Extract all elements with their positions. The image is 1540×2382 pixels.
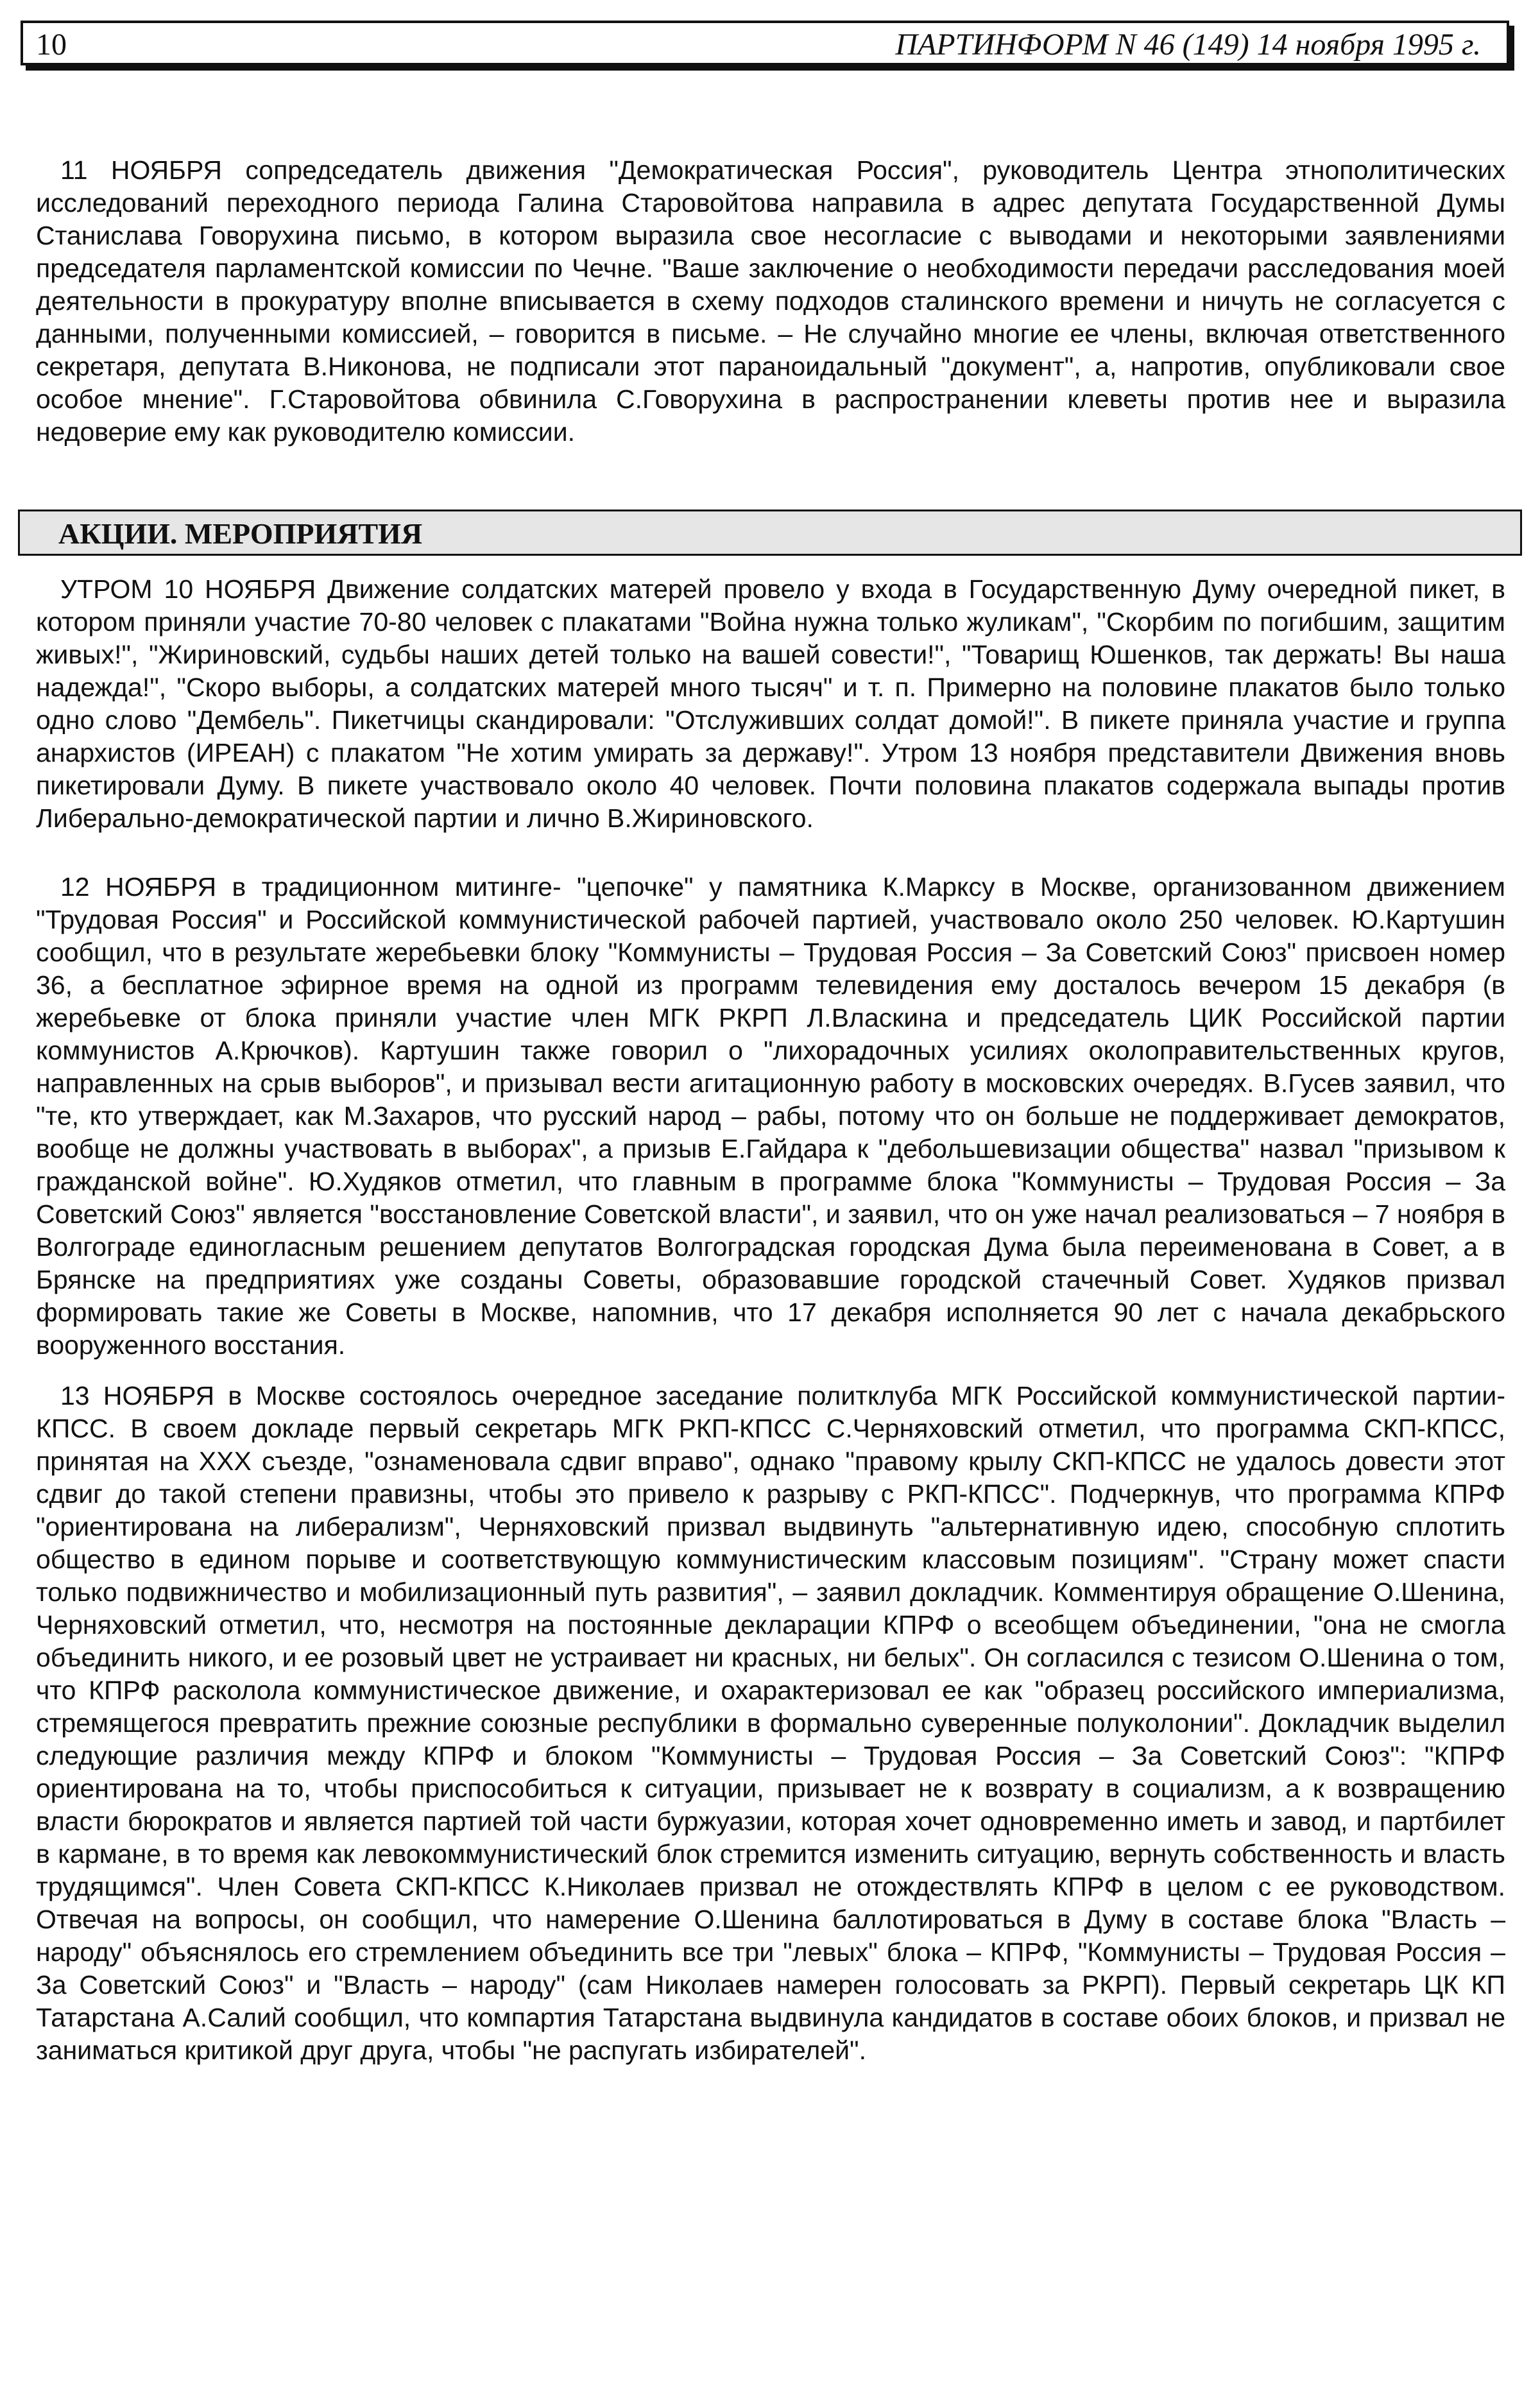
page-header — [21, 21, 1509, 65]
news-paragraph-nov12: 12 НОЯБРЯ в традиционном митинге- "цепочке" у памятника К.Марксу в Москве, организованном движением "Трудовая Россия" и Российской коммунистической рабочей партией, участвовало около 250 человек. Ю.Картушин сообщил, что в результате жеребьевки блоку "Коммунисты – Трудовая Россия – За Советский Союз" присвоен номер 36, а бесплатное эфирное время на одной из программ телевидения ему досталось вечером 15 декабря (в жеребьевке от блока приняли участие член МГК РКРП Л.Власкина и председатель ЦИК Российской партии коммунистов А.Крючков). Картушин также говорил о "лихорадочных усилиях околоправительственных кругов, направленных на срыв выборов", и призывал вести агитационную работу в московских очередях. В.Гусев заявил, что "те, кто утверждает, как М.Захаров, что русский народ – рабы, потому что он больше не поддерживает демократов, вообще не должны участвовать в выборах", а призыв Е.Гайдара к "дебольшевизации общества" назвал "призывом к гражданской войне". Ю.Худяков отметил, что главным в программе блока "Коммунисты – Трудовая Россия – За Советский Союз" является "восстановление Советской власти", и заявил, что он уже начал реализоваться – 7 ноября в Волгограде единогласным решением депутатов Волгоградская городская Дума была переименована в Совет, а в Брянске на предприятиях уже созданы Советы, образовавшие городской стачечный Совет. Худяков призвал формировать такие же Советы в Москве, напомнив, что 17 декабря исполняется 90 лет с начала декабрьского вооруженного восстания. — [36, 872, 1505, 1360]
section-heading-bar — [18, 510, 1522, 556]
publication-title: ПАРТИНФОРМ N 46 (149) 14 ноября 1995 г. — [895, 28, 1481, 62]
page-number: 10 — [36, 28, 67, 62]
news-paragraph-nov10: УТРОМ 10 НОЯБРЯ Движение солдатских матерей провело у входа в Государственную Думу очередной пикет, в котором приняли участие 70-80 человек с плакатами "Война нужна только жуликам", "Скорбим по погибшим, защитим живых!", "Жириновский, судьбы наших детей только на вашей совести!", "Товарищ Юшенков, так держать! Вы наша надежда!", "Скоро выборы, а солдатских матерей много тысяч" и т. п. Примерно на половине плакатов было только одно слово "Дембель". Пикетчицы скандировали: "Отслуживших солдат домой!". В пикете приняла участие и группа анархистов (ИРЕАН) с плакатом "Не хотим умирать за державу!". Утром 13 ноября представители Движения вновь пикетировали Думу. В пикете участвовало около 40 человек. Почти половина плакатов содержала выпады против Либерально-демократической партии и лично В.Жириновского. — [36, 574, 1505, 833]
news-paragraph-nov11: 11 НОЯБРЯ сопредседатель движения "Демократическая Россия", руководитель Центра этнополитических исследований переходного периода Галина Старовойтова направила в адрес депутата Государственной Думы Станислава Говорухина письмо, в котором выразила свое несогласие с выводами и некоторыми заявлениями председателя парламентской комиссии по Чечне. "Ваше заключение о необходимости передачи расследования моей деятельности в прокуратуру вполне вписывается в схему подходов сталинского времени и ничуть не согласуется с данными, полученными комиссией, – говорится в письме. – Не случайно многие ее члены, включая ответственного секретаря, депутата В.Никонова, не подписали этот параноидальный "документ", а, напротив, опубликовали свое особое мнение". Г.Старовойтова обвинила С.Говорухина в распространении клеветы против нее и выразила недоверие ему как руководителю комиссии. — [36, 155, 1505, 447]
section-title: АКЦИИ. МЕРОПРИЯТИЯ — [58, 517, 423, 550]
news-paragraph-nov13: 13 НОЯБРЯ в Москве состоялось очередное заседание политклуба МГК Российской коммунистической партии-КПСС. В своем докладе первый секретарь МГК РКП-КПСС С.Черняховский отметил, что программа СКП-КПСС, принятая на XXX съезде, "ознаменовала сдвиг вправо", однако "правому крылу СКП-КПСС не удалось довести этот сдвиг до такой степени правизны, чтобы это привело к разрыву с РКП-КПСС". Подчеркнув, что программа КПРФ "ориентирована на либерализм", Черняховский призвал выдвинуть "альтернативную идею, способную сплотить общество в едином порыве и соответствующую коммунистическим классовым позициям". "Страну может спасти только подвижничество и мобилизационный путь развития", – заявил докладчик. Комментируя обращение О.Шенина, Черняховский отметил, что, несмотря на постоянные декларации КПРФ о всеобщем объединении, "она не смогла объединить никого, и ее розовый цвет не устраивает ни красных, ни белых". Он согласился с тезисом О.Шенина о том, что КПРФ расколола коммунистическое движение, и охарактеризовал ее как "образец российского империализма, стремящегося превратить прежние союзные республики в формально суверенные полуколонии". Докладчик выделил следующие различия между КПРФ и блоком "Коммунисты – Трудовая Россия – За Советский Союз": "КПРФ ориентирована на то, чтобы приспособиться к ситуации, призывает не к возврату в социализм, а к возвращению власти бюрократов и является партией той части буржуазии, которая хочет одновременно иметь и завод, и партбилет в кармане, в то время как левокоммунистический блок стремится изменить ситуацию, вернуть собственность и власть трудящимся". Член Совета СКП-КПСС К.Николаев призвал не отождествлять КПРФ в целом с ее руководством. Отвечая на вопросы, он сообщил, что намерение О.Шенина баллотироваться в Думу в составе блока "Власть – народу" объяснялось его стремлением объединить все три "левых" блока – КПРФ, "Коммунисты – Трудовая Россия – За Советский Союз" и "Власть – народу" (сам Николаев намерен голосовать за РКРП). Первый секретарь ЦК КП Татарстана А.Салий сообщил, что компартия Татарстана выдвинула кандидатов в составе обоих блоков, и призвал не заниматься критикой друг друга, чтобы "не распугать избирателей". — [36, 1381, 1505, 2065]
